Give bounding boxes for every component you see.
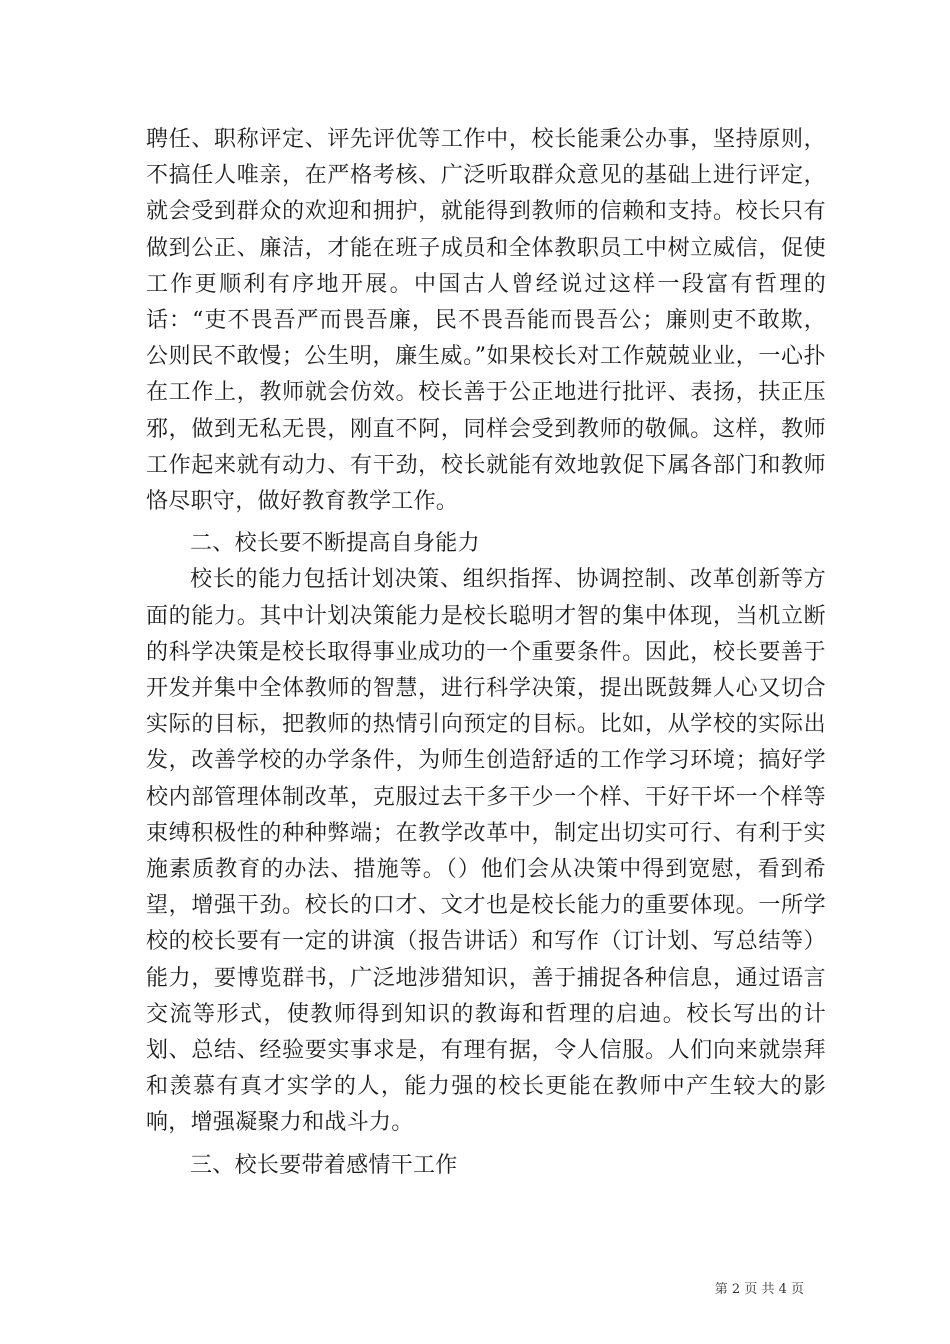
section-heading-emotion: 三、校长要带着感情干工作 <box>190 1152 458 1178</box>
paragraph-ability: 校长的能力包括计划决策、组织指挥、协调控制、改革创新等方面的能力。其中计划决策能力是校长聪明才智的集中体现，当机立断的科学决策是校长取得事业成功的一个重要条件。因此，校长要善于开发并集中全体教师的智慧，进行科学决策，提出既鼓舞人心又切合实际的目标，把教师的热情引向预定的目标。比如，从学校的实际出发，改善学校的办学条件，为师生创造舒适的工作学习环境；搞好学校内部管理体制改革，克服过去干多干少一个样、干好干坏一个样等束缚积极性的种种弊端；在教学改革中，制定出切实可行、有利于实施素质教育的办法、措施等。（）他们会从决策中得到宽慰，看到希望，增强干劲。校长的口才、文才也是校长能力的重要体现。一所学校的校长要有一定的讲演（报告讲话）和写作（订计划、写总结等）能力，要博览群书，广泛地涉猎知识，善于捕捉各种信息，通过语言交流等形式，使教师得到知识的教诲和哲理的启迪。校长写出的计划、总结、经验要实事求是，有理有据，令人信服。人们向来就崇拜和羡慕有真才实学的人，能力强的校长更能在教师中产生较大的影响，增强凝聚力和战斗力。 <box>146 567 826 1136</box>
document-body <box>146 122 826 1184</box>
page-number: 第 2 页 共 4 页 <box>714 1282 804 1297</box>
section-heading-ability: 二、校长要不断提高自身能力 <box>190 531 480 557</box>
paragraph-integrity: 聘任、职称评定、评先评优等工作中，校长能秉公办事，坚持原则，不搞任人唯亲，在严格考核、广泛听取群众意见的基础上进行评定，就会受到群众的欢迎和拥护，就能得到教师的信赖和支持。校长只有做到公正、廉洁，才能在班子成员和全体教职员工中树立威信，促使工作更顺利有序地开展。中国古人曾经说过这样一段富有哲理的话：“吏不畏吾严而畏吾廉，民不畏吾能而畏吾公；廉则吏不敢欺，公则民不敢慢；公生明，廉生威。”如果校长对工作兢兢业业，一心扑在工作上，教师就会仿效。校长善于公正地进行批评、表扬，扶正压邪，做到无私无畏，刚直不阿，同样会受到教师的敬佩。这样，教师工作起来就有动力、有干劲，校长就能有效地敦促下属各部门和教师恪尽职守，做好教育教学工作。 <box>146 127 826 515</box>
